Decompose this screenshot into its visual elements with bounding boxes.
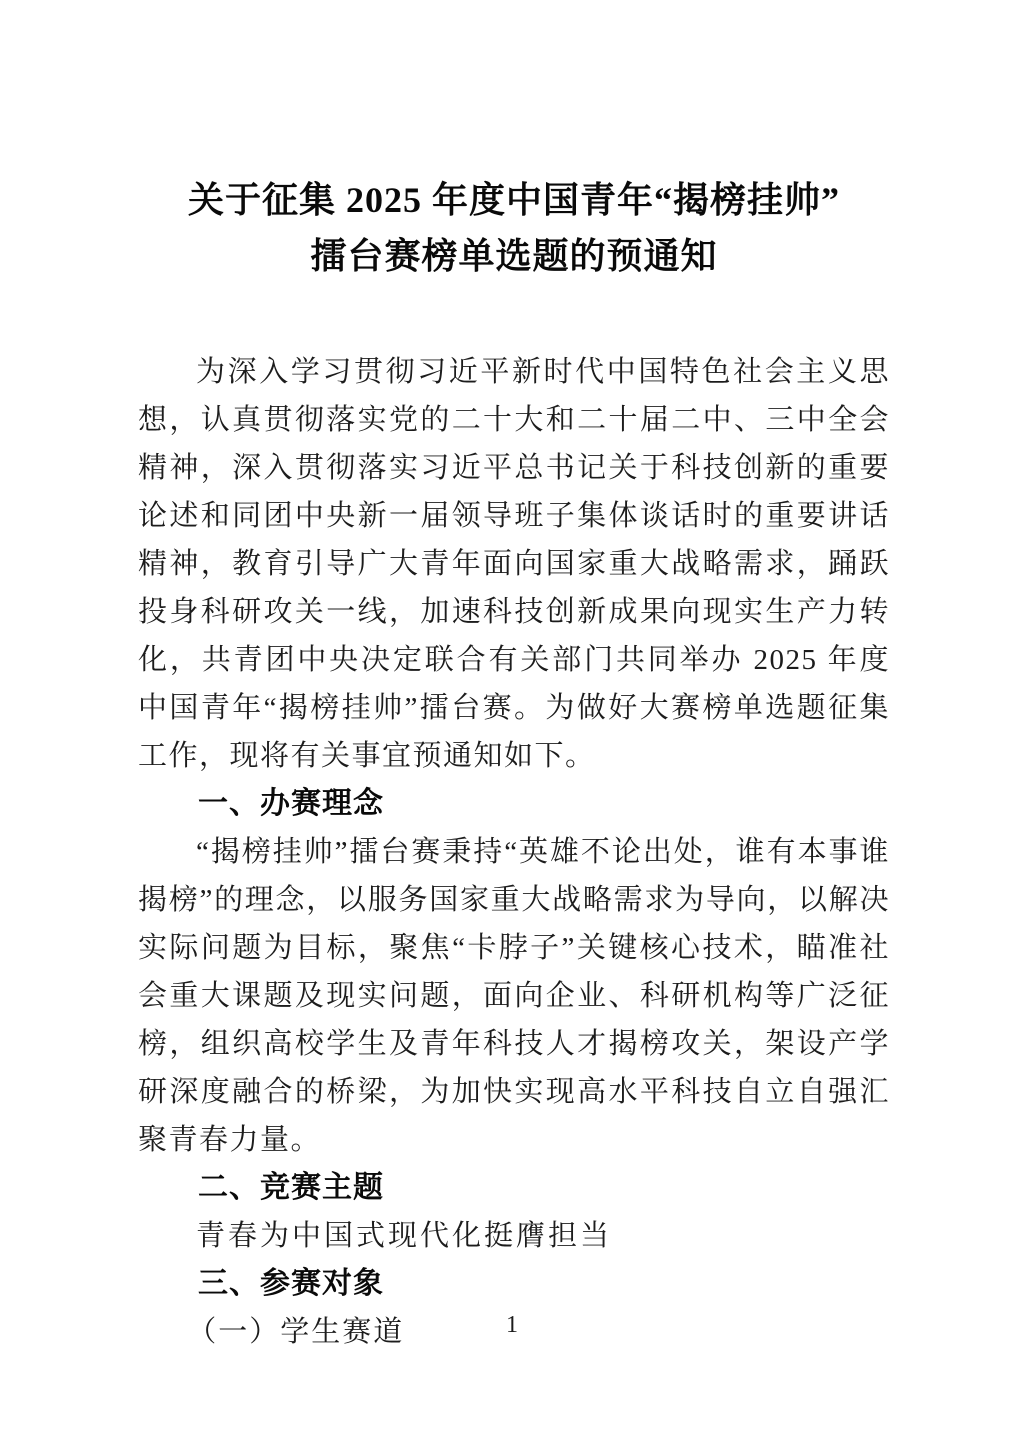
document-title-line1: 关于征集 2025 年度中国青年“揭榜挂帅” — [187, 180, 840, 220]
concept-paragraph: “揭榜挂帅”擂台赛秉持“英雄不论出处，谁有本事谁揭榜”的理念，以服务国家重大战略需求为导向，以解决实际问题为目标，聚焦“卡脖子”关键核心技术，瞄准社会重大课题及现实问题，面向企业、科研机构等广泛征榜，组织高校学生及青年科技人才揭榜攻关，架设产学研深度融合的桥梁，为加快实现高水平科技自立自强汇聚青春力量。 — [138, 836, 890, 1156]
subsection-student-track: （一）学生赛道 — [187, 1316, 405, 1348]
section-heading-3: 三、参赛对象 — [198, 1267, 384, 1300]
competition-theme: 青春为中国式现代化挺膺担当 — [196, 1220, 613, 1252]
document-title — [138, 172, 890, 284]
document-content — [138, 172, 890, 1356]
document-title-line2: 擂台赛榜单选题的预通知 — [310, 236, 718, 276]
page-number: 1 — [506, 1312, 518, 1338]
intro-paragraph: 为深入学习贯彻习近平新时代中国特色社会主义思想，认真贯彻落实党的二十大和二十届二中、三中全会精神，深入贯彻落实习近平总书记关于科技创新的重要论述和同团中央新一届领导班子集体谈话时的重要讲话精神，教育引导广大青年面向国家重大战略需求，踊跃投身科研攻关一线，加速科技创新成果向现实生产力转化，共青团中央决定联合有关部门共同举办 2025 年度中国青年“揭榜挂帅”擂台赛。为做好大赛榜单选题征集工作，现将有关事宜预通知如下。 — [138, 356, 890, 772]
section-heading-2: 二、竞赛主题 — [198, 1171, 384, 1204]
section-heading-1: 一、办赛理念 — [198, 787, 384, 820]
